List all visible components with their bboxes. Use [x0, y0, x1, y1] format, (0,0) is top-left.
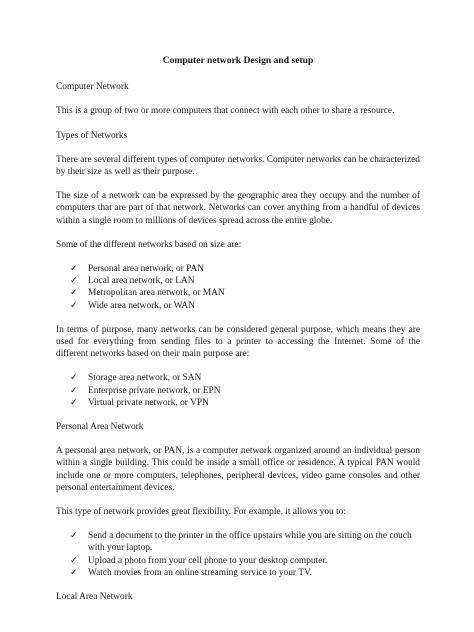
checkmark-icon: ✓: [70, 288, 78, 299]
checkmark-icon: ✓: [70, 555, 78, 566]
list-item: [56, 530, 420, 554]
purpose-network-list: [56, 372, 420, 409]
paragraph: This is a group of two or more computers that connect with each other to share a resource.: [56, 106, 395, 117]
list-item: [56, 555, 420, 567]
paragraph: This type of network provides great flexibility. For example, it allows you to:: [56, 507, 346, 518]
checkmark-icon: ✓: [70, 300, 78, 311]
size-network-list: [56, 263, 420, 312]
list-item-text: Virtual private network, or VPN: [88, 397, 209, 408]
checkmark-icon: ✓: [70, 385, 78, 396]
checkmark-icon: ✓: [70, 531, 78, 542]
section-heading-computer-network: Computer Network: [56, 82, 129, 93]
paragraph: There are several different types of computer networks. Computer networks can be characterized by their size as well as their purpose.: [56, 154, 420, 178]
checkmark-icon: ✓: [70, 276, 78, 287]
checkmark-icon: ✓: [70, 567, 78, 578]
list-item-text: Send a document to the printer in the office upstairs while you are sitting on the couch with your laptop.: [88, 531, 412, 554]
section-heading-personal-area-network: Personal Area Network: [56, 422, 144, 433]
checkmark-icon: ✓: [70, 373, 78, 384]
checkmark-icon: ✓: [70, 397, 78, 408]
list-item-text: Storage area network, or SAN: [88, 373, 202, 384]
list-item: [56, 397, 420, 409]
list-item-text: Local area network, or LAN: [88, 276, 195, 287]
pan-uses-list: [56, 530, 420, 579]
paragraph: Some of the different networks based on size are:: [56, 239, 242, 250]
section-heading-types-of-networks: Types of Networks: [56, 130, 128, 141]
paragraph: In terms of purpose, many networks can be considered general purpose, which means they are used for everything from sending files to a printer to accessing the Internet. Some of the different networks based on their main purpose are:: [56, 324, 420, 360]
list-item-text: Wide area network, or WAN: [88, 300, 195, 311]
document-content: [56, 55, 420, 615]
list-item: [56, 275, 420, 287]
paragraph: A personal area network, or PAN, is a computer network organized around an individual person within a single building. This could be inside a small office or residence. A typical PAN would include one or more computers, telephones, peripheral devices, video game consoles and other personal entertainment devices.: [56, 446, 420, 493]
list-item: [56, 263, 420, 275]
list-item-text: Watch movies from an online streaming service to your TV.: [88, 567, 312, 578]
paragraph: The size of a network can be expressed by the geographic area they occupy and the number of computers that are part of that network. Networks can cover anything from a handful of devices within a single room to millions of devices spread across the entire globe.: [56, 191, 420, 226]
checkmark-icon: ✓: [70, 264, 78, 275]
list-item: [56, 300, 420, 312]
list-item: [56, 372, 420, 384]
list-item-text: Upload a photo from your cell phone to your desktop computer.: [88, 555, 328, 566]
list-item-text: Personal area network, or PAN: [88, 264, 205, 275]
document-title: Computer network Design and setup: [162, 55, 314, 66]
list-item-text: Enterprise private network, or EPN: [88, 385, 221, 396]
section-heading-local-area-network: Local Area Network: [56, 592, 133, 603]
list-item: [56, 567, 420, 579]
list-item-text: Metropolitan area network, or MAN: [88, 288, 225, 299]
list-item: [56, 385, 420, 397]
list-item: [56, 287, 420, 299]
